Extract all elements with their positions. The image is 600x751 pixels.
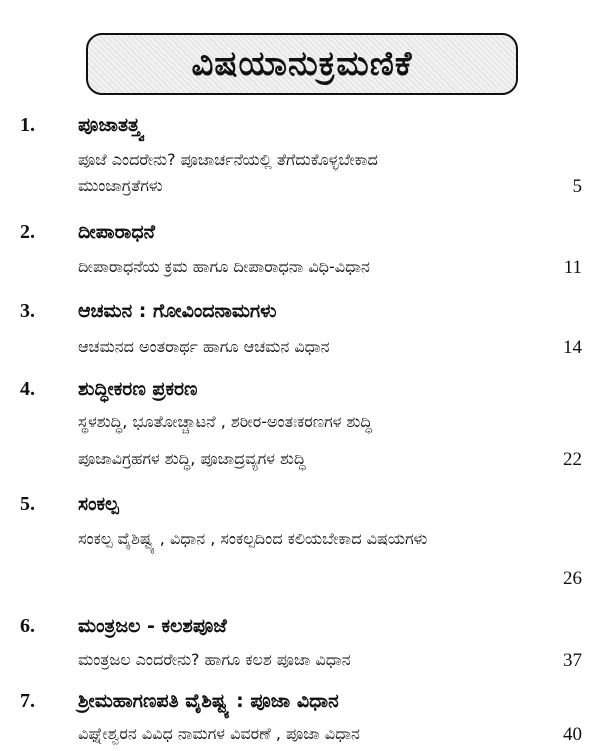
entry-heading[interactable]: ಆಚಮನ : ಗೋವಿಂದನಾಮಗಳು	[78, 300, 277, 322]
entry-description: ದೀಪಾರಾಧನೆಯ ಕ್ರಮ ಹಾಗೂ ದೀಪಾರಾಧನಾ ವಿಧಿ-ವಿಧಾನ	[78, 257, 370, 276]
entry-description: ಸ್ಥಳಶುದ್ಧಿ, ಭೂತೋಚ್ಚಾಟನೆ , ಶರೀರ-ಅಂತಃಕರಣಗಳ ಶುದ್ಧಿ	[78, 412, 373, 431]
entry-number: 5.	[20, 493, 35, 515]
entry-page-number[interactable]: 40	[563, 724, 582, 745]
entry-page-number[interactable]: 22	[563, 449, 582, 470]
entry-page-number[interactable]: 11	[563, 257, 582, 278]
entry-description: ಪೂಜೆ ಎಂದರೇನು? ಪೂಜಾರ್ಚನೆಯಲ್ಲಿ ತೆಗೆದುಕೊಳ್ಳಬೇಕಾದ	[78, 150, 378, 169]
entry-number: 3.	[20, 300, 35, 322]
entry-description: ಮಂತ್ರಜಲ ಎಂದರೇನು? ಹಾಗೂ ಕಲಶ ಪೂಜಾ ವಿಧಾನ	[78, 650, 351, 669]
entry-page-number[interactable]: 26	[563, 568, 582, 589]
entry-heading[interactable]: ಶುದ್ಧೀಕರಣ ಪ್ರಕರಣ	[78, 378, 198, 400]
entry-heading[interactable]: ಶ್ರೀಮಹಾಗಣಪತಿ ವೈಶಿಷ್ಟ್ಯ : ಪೂಜಾ ವಿಧಾನ	[78, 690, 339, 712]
entry-number: 7.	[20, 690, 35, 712]
entry-page-number[interactable]: 5	[572, 176, 582, 197]
entry-page-number[interactable]: 14	[563, 337, 582, 358]
entry-number: 4.	[20, 378, 35, 400]
entry-description: ವಿಘ್ನೇಶ್ವರನ ವಿವಿಧ ನಾಮಗಳ ವಿವರಣೆ , ಪೂಜಾ ವಿಧಾನ	[78, 724, 360, 743]
entry-description: ಆಚಮನದ ಅಂತರಾರ್ಥ ಹಾಗೂ ಆಚಮನ ವಿಧಾನ	[78, 337, 330, 356]
entry-number: 6.	[20, 615, 35, 637]
entry-heading[interactable]: ದೀಪಾರಾಧನೆ	[78, 221, 155, 243]
contents-title: ವಿಷಯಾನುಕ್ರಮಣಿಕೆ	[191, 44, 413, 84]
entry-description: ಮುಂಜಾಗ್ರತೆಗಳು	[78, 176, 163, 195]
entry-number: 2.	[20, 221, 35, 243]
entry-heading[interactable]: ಸಂಕಲ್ಪ	[78, 493, 119, 515]
entry-number: 1.	[20, 114, 35, 136]
entry-heading[interactable]: ಪೂಜಾತತ್ತ್ವ	[78, 114, 143, 136]
entry-page-number[interactable]: 37	[563, 650, 582, 671]
contents-title-box	[86, 33, 518, 95]
entry-heading[interactable]: ಮಂತ್ರಜಲ - ಕಲಶಪೂಜೆ	[78, 615, 227, 637]
entry-description: ಸಂಕಲ್ಪ ವೈಶಿಷ್ಟ್ಯ , ವಿಧಾನ , ಸಂಕಲ್ಪದಿಂದ ಕಲಿಯಬೇಕಾದ ವಿಷಯಗಳು	[78, 529, 428, 548]
entry-description: ಪೂಜಾವಿಗ್ರಹಗಳ ಶುದ್ಧಿ, ಪೂಜಾದ್ರವ್ಯಗಳ ಶುದ್ಧಿ	[78, 449, 306, 468]
